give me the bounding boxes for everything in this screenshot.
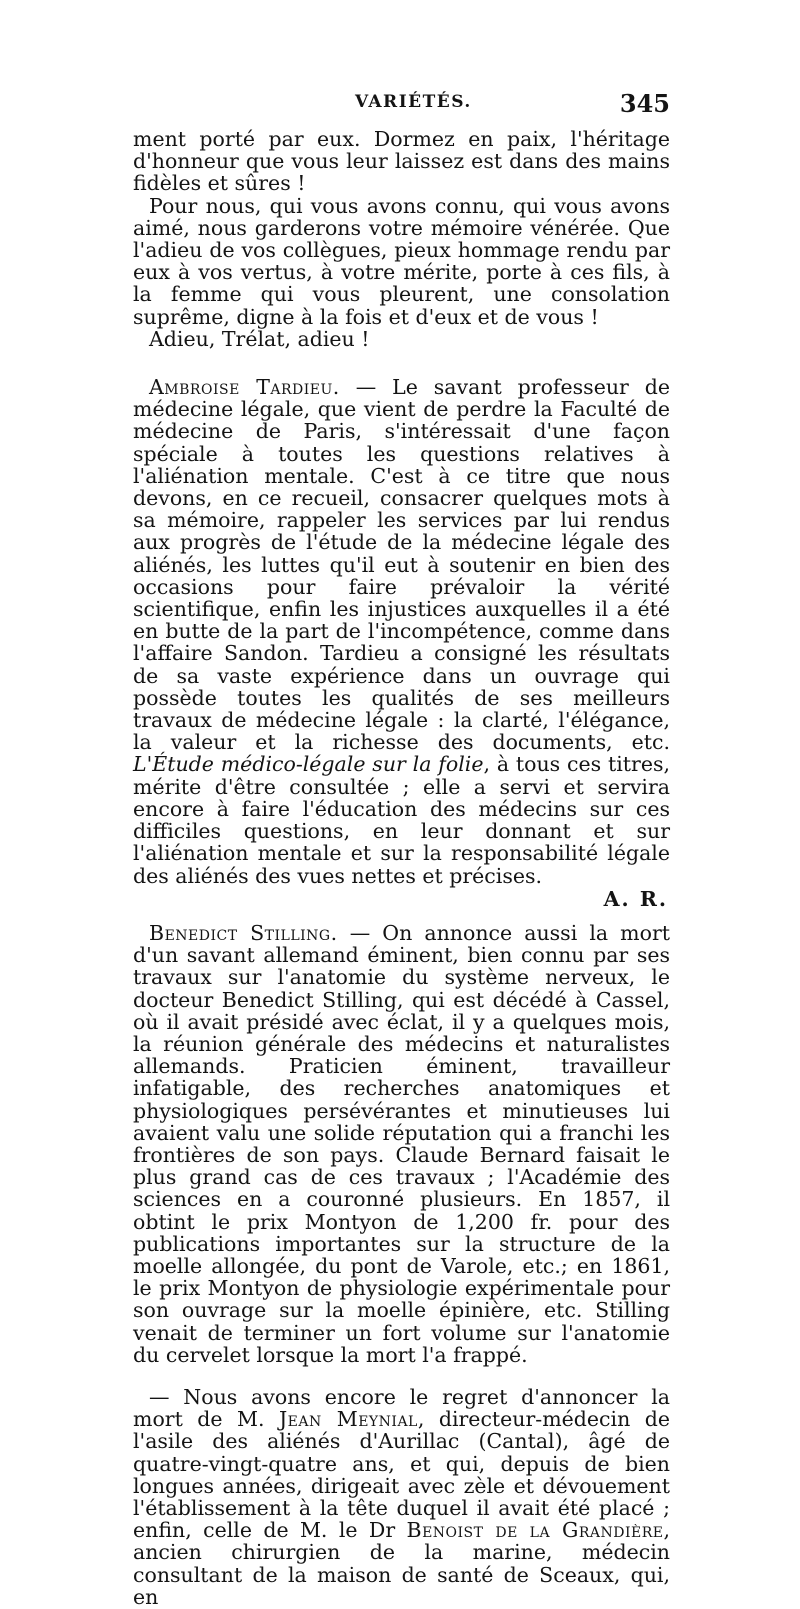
- stilling-name: Benedict Stilling.: [149, 920, 338, 945]
- meynial-text-2: , directeur-médecin de l'asile des aliénés d'Aurillac (Cantal), âgé de quatre-vingt-quatre ans, et qui, depuis de bien longues années, dirigeait avec zèle et dévouement l'établissement à la tête duquel il avait été placé ; enfin, celle de M. le: [133, 1407, 670, 1543]
- tardieu-signature: A. R.: [603, 886, 668, 911]
- page-header: [133, 89, 670, 122]
- stilling-text: — On annonce aussi la mort d'un savant allemand éminent, bien connu par ses travaux sur l'anatomie du système nerveux, le docteur Benedict Stilling, qui est décédé à Cassel, où il avait présidé avec éclat, il y a quelques mois, la réunion générale des médecins et naturalistes allemands. Praticien éminent, travailleur infatigable, des recherches anatomiques et physiologiques persévérantes et minutieuses lui avaient valu une solide réputation qui a franchi les frontières de son pays. Claude Bernard faisait le plus grand cas de ces travaux ; l'Académie des sciences en a couronné plusieurs. En 1857, il obtint le prix Montyon de 1,200 fr. pour des publications importantes sur la structure de la moelle allongée, du pont de Varole, etc.; en 1861, le prix Montyon de physiologie expérimentale pour son ouvrage sur la moelle épinière, etc. Stilling venait de terminer un fort volume sur l'anatomie du cervelet lorsque la mort l'a frappé.: [133, 920, 670, 1367]
- trelat-adieu: Adieu, Trélat, adieu !: [149, 326, 370, 351]
- meynial-text-3: , ancien chirurgien de la marine, médecin consultant de la maison de santé de Sceaux, qui, en: [133, 1518, 670, 1609]
- tardieu-name: Ambroise Tardieu.: [149, 375, 340, 400]
- tardieu-book-title: L'Étude médico-légale sur la folie: [133, 752, 484, 777]
- meynial-name: Jean Meynial: [278, 1407, 418, 1432]
- trelat-paragraph-farewell: Pour nous, qui vous avons connu, qui vous avons aimé, nous garderons votre mémoire vénérée. Que l'adieu de vos collègues, pieux hommage rendu par eux à vos vertus, à votre mérite, porte à ces fils, à la femme qui vous pleurent, une consolation suprême, digne à la fois et d'eux et de vous !: [133, 193, 670, 329]
- page-body: [133, 128, 670, 1608]
- title-dr: Dr: [368, 1518, 396, 1543]
- meynial-notice: [133, 1386, 670, 1608]
- running-title: VARIÉTÉS.: [355, 92, 472, 112]
- trelat-paragraph-end: ment porté par eux. Dormez en paix, l'héritage d'honneur que vous leur laissez est dans des mains fidèles et sûres !: [133, 127, 670, 196]
- tardieu-text-1: — Le savant professeur de médecine légale, que vient de perdre la Faculté de médecine de Paris, s'intéressait d'une façon spéciale à toutes les questions relatives à l'aliénation mentale. C'est à ce titre que nous devons, en ce recueil, consacrer quelques mots à sa mémoire, rappeler les services par lui rendus aux progrès de l'étude de la médecine légale des aliénés, les luttes qu'il eut à soutenir en bien des occasions pour faire prévaloir la vérité scientifique, enfin les injustices auxquelles il a été en butte de la part de l'incompétence, comme dans l'affaire Sandon. Tardieu a consigné les résultats de sa vaste expérience dans un ouvrage qui possède toutes les qualités de ses meilleurs travaux de médecine légale : la clarté, l'élégance, la valeur et la richesse des documents, etc.: [133, 375, 670, 755]
- tardieu-text-2: , à tous ces titres, mérite d'être consultée ; elle a servi et servira encore à faire l'éducation des médecins sur ces difficiles questions, en leur donnant et sur l'aliénation mentale et sur la responsabilité légale des aliénés des vues nettes et précises.: [133, 752, 670, 888]
- meynial-text-1: — Nous avons encore le regret d'annoncer la mort de M.: [133, 1384, 670, 1432]
- page-number: 345: [619, 89, 670, 118]
- stilling-notice: [133, 922, 670, 1366]
- tardieu-notice: [133, 376, 670, 887]
- benoist-name: Benoist de la Grandière: [406, 1518, 664, 1543]
